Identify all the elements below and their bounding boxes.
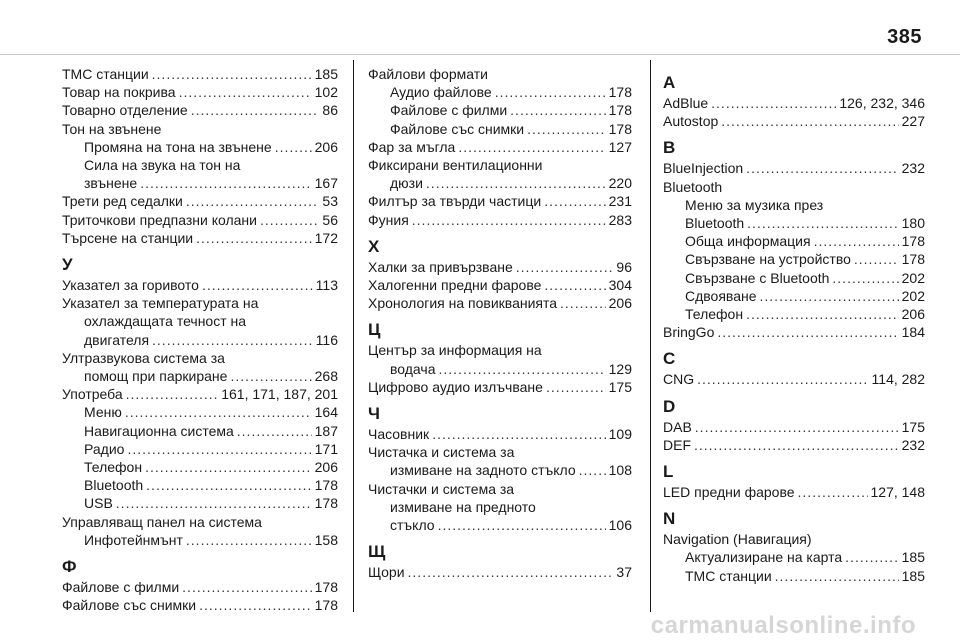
section-letter-heading: Ц [368, 320, 381, 340]
section-letter-heading: Ч [368, 404, 380, 424]
dot-leader [854, 250, 899, 268]
index-entry-page: 184 [901, 324, 925, 341]
dot-leader [260, 211, 319, 229]
dot-leader [814, 232, 899, 250]
index-entry-term: Часовник [368, 426, 430, 443]
index-entry [368, 120, 632, 138]
dot-leader [116, 494, 312, 512]
index-entry-text: Ултразвукова система за [62, 349, 225, 366]
index-entry-text: Navigation (Навигация) [663, 531, 812, 548]
index-entry-page: 96 [616, 258, 632, 275]
index-entry-text: Център за информация на [368, 342, 542, 359]
dot-leader [458, 138, 605, 156]
dot-leader [845, 548, 898, 566]
index-entry-term: Халогенни предни фарове [368, 277, 542, 294]
dot-leader [230, 367, 311, 385]
index-entry-page: 127 [608, 138, 632, 155]
index-entry [62, 458, 338, 476]
index-entry [368, 101, 632, 119]
dot-leader [721, 112, 898, 130]
dot-leader [179, 83, 312, 101]
index-entry-term: Фар за мъгла [368, 138, 456, 155]
index-entry-page: 231 [608, 193, 632, 210]
dot-leader [186, 531, 312, 549]
index-entry-page: 178 [314, 597, 338, 614]
index-entry-page: 178 [608, 84, 632, 101]
index-entry-page: 206 [314, 459, 338, 476]
dot-leader [832, 269, 898, 287]
section-letter-heading: D [663, 396, 676, 416]
index-entry-page: 268 [314, 368, 338, 385]
dot-leader [546, 378, 606, 396]
index-entry-term: TMC станции [62, 66, 149, 82]
index-entry-page: 106 [608, 517, 632, 534]
index-entry-term: Щори [368, 564, 405, 581]
index-entry-page: 185 [901, 549, 925, 566]
index-entry [663, 323, 925, 341]
section-letter-heading: A [663, 73, 676, 92]
index-entry-page: 232 [901, 436, 925, 453]
section-letter-heading: Ф [62, 557, 77, 577]
index-entry [62, 531, 338, 549]
index-entry-term: водача [390, 360, 436, 377]
index-entry-term: Свързване на устройство [685, 251, 851, 268]
dot-leader [560, 294, 606, 312]
dot-leader [746, 305, 899, 323]
index-entry [62, 83, 338, 101]
index-entry-term: Файлове със снимки [62, 597, 197, 614]
index-entry-term: Товар на покрива [62, 84, 176, 101]
section-letter-heading: B [663, 138, 676, 158]
dot-leader [145, 458, 312, 476]
index-entry-text: Bluetooth [663, 178, 723, 195]
index-entry-text: Тон на звънене [62, 120, 162, 137]
index-entry [663, 250, 925, 268]
index-entry-term: Актуализиране на карта [685, 549, 843, 566]
index-entry-term: стъкло [390, 517, 435, 534]
index-entry-term: TMC станции [685, 567, 772, 584]
index-entry-term: Указател за горивото [62, 277, 199, 294]
index-entry-page: 37 [616, 564, 632, 581]
dot-leader [439, 360, 606, 378]
index-entry-page: 172 [314, 229, 338, 246]
index-entry-text: охлаждащата течност на [84, 313, 247, 330]
index-entry [368, 211, 632, 229]
index-entry-term: Свързване с Bluetooth [685, 269, 830, 286]
dot-leader [126, 385, 219, 403]
index-entry-term: Файлове с филми [390, 102, 508, 119]
index-entry [62, 276, 338, 294]
index-entry-text: Файлови формати [368, 66, 488, 82]
dot-leader [186, 192, 320, 210]
index-entry [368, 461, 632, 479]
index-entry-term: Фуния [368, 211, 409, 228]
index-entry-page: 227 [901, 113, 925, 130]
index-entry-text: Меню за музика през [685, 196, 824, 213]
index-entry [663, 418, 925, 436]
index-entry-term: Телефон [685, 306, 744, 323]
dot-leader [127, 440, 311, 458]
index-entry-page: 187 [314, 422, 338, 439]
index-entry-page: 178 [901, 233, 925, 250]
index-entry [62, 229, 338, 247]
index-entry-term: Файлове със снимки [390, 120, 525, 137]
index-entry-page: 178 [314, 579, 338, 596]
index-entry [368, 378, 632, 396]
index-entry-term: помощ при паркиране [84, 368, 228, 385]
column-divider-left [353, 60, 354, 612]
dot-leader [746, 159, 898, 177]
index-entry-term: Файлове с филми [62, 579, 180, 596]
index-entry-page: 180 [901, 215, 925, 232]
dot-leader [544, 276, 605, 294]
dot-leader [196, 229, 312, 247]
index-entry-term: Сдвояване [685, 287, 757, 304]
index-entry-page: 161, 171, 187, 201 [221, 386, 338, 403]
index-entry [663, 305, 925, 323]
index-entry-page: 185 [901, 567, 925, 584]
dot-leader [510, 101, 605, 119]
index-entry-term: Товарно отделение [62, 102, 188, 119]
index-entry [663, 287, 925, 305]
column-divider-right [650, 60, 651, 612]
index-entry-page: 206 [901, 306, 925, 323]
index-column-3 [663, 65, 925, 585]
index-entry-page: 185 [314, 66, 338, 82]
dot-leader [579, 461, 606, 479]
index-entry-term: Цифрово аудио излъчване [368, 378, 543, 395]
index-entry-term: звънене [84, 175, 138, 192]
dot-leader [775, 567, 899, 585]
index-entry [62, 403, 338, 421]
index-entry-page: 109 [608, 426, 632, 443]
index-entry-page: 178 [314, 477, 338, 494]
dot-leader [237, 422, 312, 440]
index-entry-term: двигателя [84, 331, 150, 348]
dot-leader [426, 174, 606, 192]
dot-leader [125, 403, 312, 421]
index-entry [62, 596, 338, 614]
dot-leader [202, 276, 313, 294]
index-entry [368, 425, 632, 443]
index-entry-term: Халки за привързване [368, 258, 513, 275]
index-entry-page: 304 [608, 277, 632, 294]
index-entry-page: 178 [608, 102, 632, 119]
index-entry-page: 53 [322, 193, 338, 210]
section-letter-heading: Х [368, 236, 380, 256]
dot-leader [544, 192, 605, 210]
dot-leader [516, 258, 614, 276]
index-entry-term: LED предни фарове [663, 484, 795, 501]
index-entry-page: 116 [315, 331, 338, 348]
index-entry-text: Сила на звука на тон на [84, 157, 241, 174]
index-entry-term: Меню [84, 404, 122, 421]
dot-leader [697, 370, 868, 388]
index-entry-term: Autostop [663, 113, 719, 130]
index-entry-page: 127, 148 [870, 484, 925, 501]
index-entry-term: USB [84, 495, 113, 512]
page-number: 385 [887, 26, 922, 48]
index-entry [62, 494, 338, 512]
index-entry-page: 102 [314, 84, 338, 101]
index-entry [62, 211, 338, 229]
dot-leader [432, 425, 605, 443]
index-entry-page: 164 [314, 404, 338, 421]
index-entry-page: 220 [608, 175, 632, 192]
index-entry-page: 202 [901, 269, 925, 286]
index-entry-term: Хронология на повикванията [368, 295, 558, 312]
index-entry [368, 258, 632, 276]
index-entry [62, 65, 338, 83]
index-entry [62, 138, 338, 156]
index-entry-page: 86 [322, 102, 338, 119]
index-entry-page: 167 [314, 175, 338, 192]
index-entry-term: Филтър за твърди частици [368, 193, 542, 210]
index-entry [663, 94, 925, 112]
index-entry-term: Телефон [84, 459, 143, 476]
index-entry [663, 483, 925, 501]
index-entry [663, 214, 925, 232]
index-entry [663, 112, 925, 130]
dot-leader [798, 483, 868, 501]
section-letter-heading: C [663, 349, 676, 369]
section-letter-heading: У [62, 255, 73, 275]
dot-leader [152, 65, 312, 83]
index-entry-term: Трети ред седалки [62, 193, 183, 210]
index-entry [62, 578, 338, 596]
index-entry-page: 171 [314, 440, 338, 457]
index-entry-page: 175 [901, 418, 925, 435]
dot-leader [191, 101, 320, 119]
index-entry-term: Аудио файлове [390, 84, 492, 101]
index-entry-text: измиване на предното [390, 498, 536, 515]
index-entry-term: измиване на задното стъкло [390, 462, 576, 479]
header-rule [0, 54, 960, 55]
dot-leader [146, 476, 311, 494]
index-entry-term: дюзи [390, 175, 423, 192]
index-entry-term: DEF [663, 436, 691, 453]
index-entry [663, 232, 925, 250]
index-entry-page: 129 [608, 360, 632, 377]
dot-leader [438, 516, 606, 534]
dot-leader [140, 174, 311, 192]
index-entry-page: 126, 232, 346 [839, 95, 925, 111]
index-entry [663, 370, 925, 388]
index-entry-text: Указател за температурата на [62, 295, 259, 312]
dot-leader [152, 331, 313, 349]
index-entry-term: Bluetooth [84, 477, 144, 494]
index-entry-page: 178 [314, 495, 338, 512]
index-entry-page: 283 [608, 211, 632, 228]
index-entry-term: Инфотейнмънт [84, 531, 183, 548]
dot-leader [182, 578, 311, 596]
index-entry-term: Навигационна система [84, 422, 234, 439]
dot-leader [695, 418, 899, 436]
index-entry [368, 138, 632, 156]
index-entry [368, 294, 632, 312]
index-entry-page: 108 [608, 462, 632, 479]
index-entry [663, 548, 925, 566]
index-entry-term: Употреба [62, 386, 123, 403]
index-entry-term: Триточкови предпазни колани [62, 211, 257, 228]
dot-leader [760, 287, 899, 305]
index-entry-text: Фиксирани вентилационни [368, 157, 543, 174]
index-entry [368, 83, 632, 101]
index-entry [62, 174, 338, 192]
index-entry [62, 422, 338, 440]
index-entry [62, 192, 338, 210]
index-entry-term: Радио [84, 440, 125, 457]
index-entry [62, 331, 338, 349]
index-entry-term: DAB [663, 418, 692, 435]
dot-leader [495, 83, 606, 101]
index-entry-term: CNG [663, 371, 695, 388]
index-entry [62, 101, 338, 119]
section-letter-heading: Щ [368, 542, 386, 562]
index-entry [62, 476, 338, 494]
section-letter-heading: L [663, 462, 674, 482]
index-column-1 [62, 65, 338, 614]
index-entry-page: 158 [314, 531, 338, 548]
index-entry-page: 114, 282 [871, 371, 925, 388]
index-entry-page: 206 [314, 138, 338, 155]
dot-leader [747, 214, 898, 232]
dot-leader [199, 596, 312, 614]
index-entry [663, 159, 925, 177]
dot-leader [527, 120, 606, 138]
index-entry-term: Обща информация [685, 233, 811, 250]
dot-leader [412, 211, 606, 229]
index-entry-term: Bluetooth [685, 215, 745, 232]
index-entry-term: AdBlue [663, 95, 709, 111]
index-entry [663, 567, 925, 585]
index-entry [368, 360, 632, 378]
index-entry-page: 175 [608, 378, 632, 395]
index-entry [663, 436, 925, 454]
index-entry-page: 56 [322, 211, 338, 228]
index-entry [663, 269, 925, 287]
index-entry-text: Управляващ панел на система [62, 513, 262, 530]
index-entry [368, 563, 632, 581]
dot-leader [408, 563, 614, 581]
index-entry-text: Чистачки и система за [368, 480, 515, 497]
index-entry [368, 276, 632, 294]
index-entry-term: Търсене на станции [62, 229, 194, 246]
index-entry-term: BringGo [663, 324, 715, 341]
dot-leader [275, 138, 312, 156]
index-entry-term: Промяна на тона на звънене [84, 138, 272, 155]
index-entry-page: 206 [608, 295, 632, 312]
index-entry-page: 202 [901, 287, 925, 304]
index-entry [62, 367, 338, 385]
index-entry [62, 440, 338, 458]
index-column-2 [368, 65, 632, 581]
index-entry-page: 178 [901, 251, 925, 268]
index-entry [368, 174, 632, 192]
index-entry [368, 192, 632, 210]
index-entry-term: BlueInjection [663, 160, 744, 177]
index-entry-page: 178 [608, 120, 632, 137]
index-entry [62, 385, 338, 403]
index-entry [368, 516, 632, 534]
index-entry-page: 232 [901, 160, 925, 177]
index-entry-text: Чистачка и система за [368, 444, 515, 461]
dot-leader [711, 94, 836, 112]
dot-leader [717, 323, 898, 341]
dot-leader [694, 436, 899, 454]
watermark: carmanualsonline.info [650, 612, 916, 639]
index-entry-page: 113 [315, 277, 338, 294]
section-letter-heading: N [663, 509, 676, 529]
